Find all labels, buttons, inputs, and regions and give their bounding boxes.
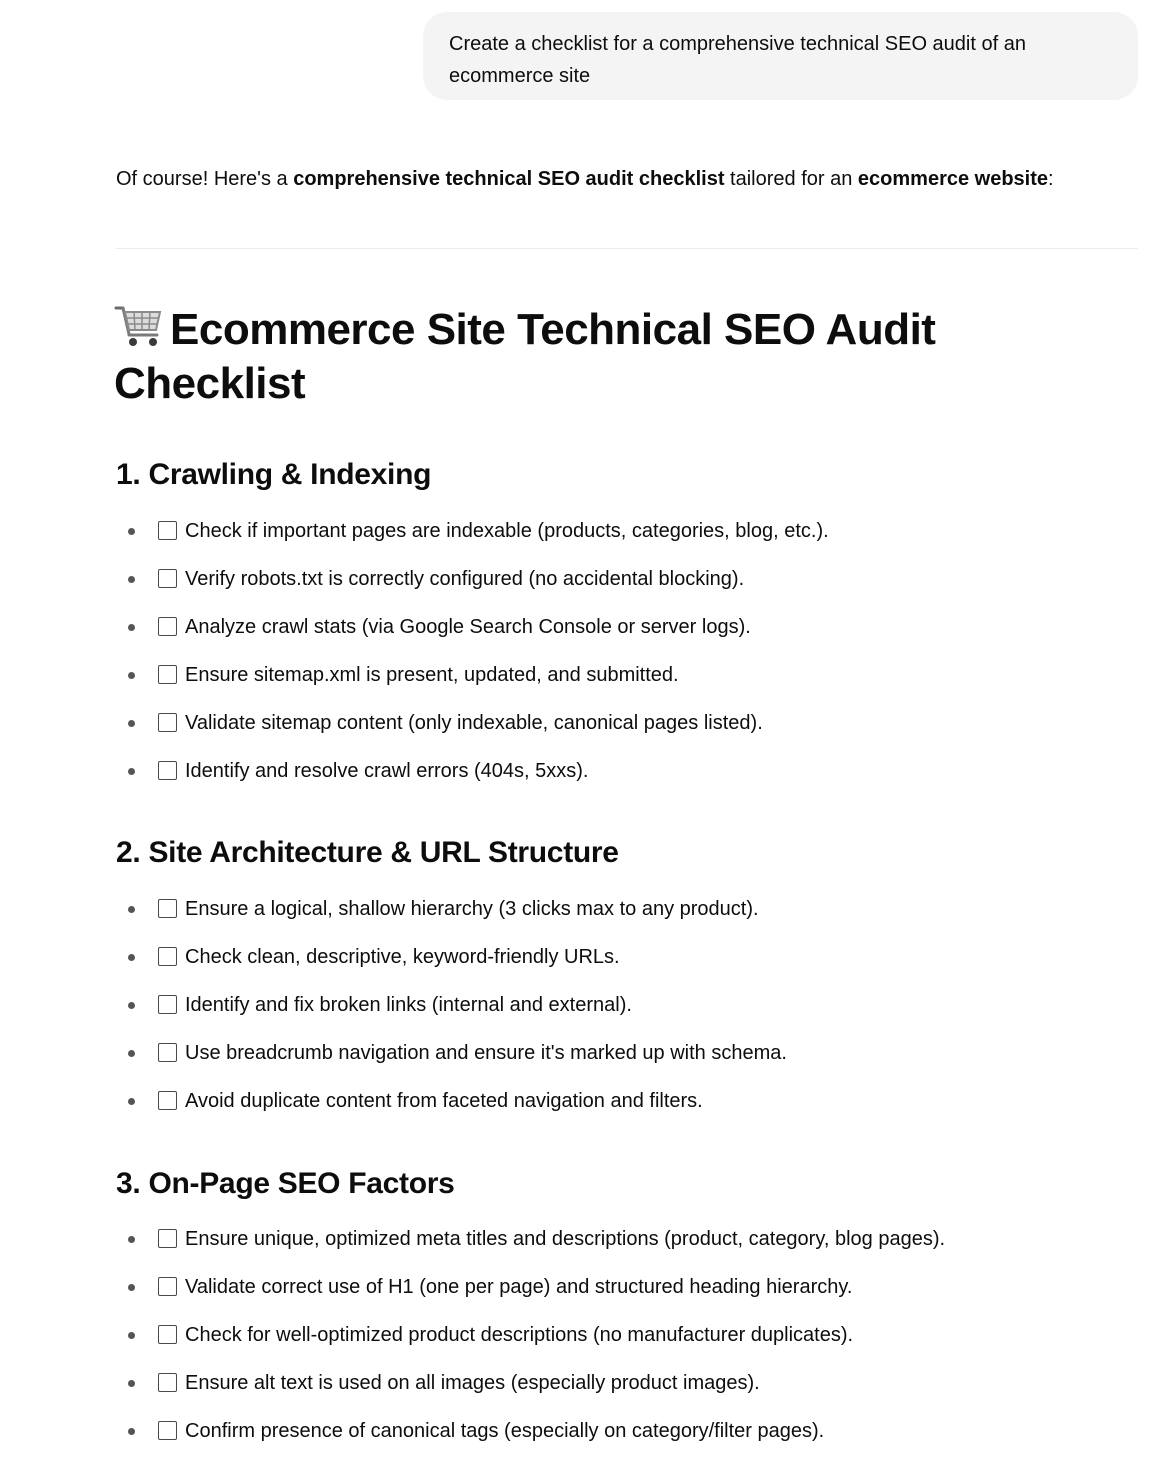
bullet-icon (128, 576, 135, 583)
page-title (114, 302, 1114, 411)
checkbox[interactable] (158, 947, 177, 966)
checkbox[interactable] (158, 1229, 177, 1248)
checkbox[interactable] (158, 569, 177, 588)
item-text: Validate sitemap content (only indexable, canonical pages listed). (185, 712, 763, 734)
list-item (116, 1223, 1136, 1271)
section-heading-onpage (116, 1164, 455, 1204)
bullet-icon (128, 906, 135, 913)
bullet-icon (128, 1002, 135, 1009)
item-text: Ensure unique, optimized meta titles and descriptions (product, category, blog pages). (185, 1228, 946, 1250)
list-item (116, 659, 1136, 707)
intro-bold-2: ecommerce website (857, 168, 1049, 190)
list-item (116, 1037, 1136, 1085)
item-text: Confirm presence of canonical tags (especially on category/filter pages). (185, 1420, 825, 1442)
intro-text-1: Of course! Here's a (116, 168, 294, 190)
list-item (116, 989, 1136, 1037)
list-item (116, 611, 1136, 659)
checklist-crawling (116, 515, 1136, 803)
bullet-icon (128, 768, 135, 775)
item-text: Validate correct use of H1 (one per page) and structured heading hierarchy. (185, 1276, 853, 1298)
item-text: Check clean, descriptive, keyword-friendly URLs. (185, 946, 620, 968)
section-title: On-Page SEO Factors (148, 1167, 455, 1200)
section-title: Site Architecture & URL Structure (148, 836, 619, 869)
intro-text-2: tailored for an (724, 168, 858, 190)
intro-bold-1: comprehensive technical SEO audit checklist (293, 168, 725, 190)
shopping-cart-icon (114, 302, 164, 348)
list-item (116, 515, 1136, 563)
intro-text-3: : (1048, 168, 1054, 190)
item-text: Ensure a logical, shallow hierarchy (3 clicks max to any product). (185, 898, 759, 920)
list-item (116, 563, 1136, 611)
checkbox[interactable] (158, 995, 177, 1014)
user-message-text: Create a checklist for a comprehensive technical SEO audit of an ecommerce site (449, 33, 1026, 87)
bullet-icon (128, 1050, 135, 1057)
item-text: Use breadcrumb navigation and ensure it's marked up with schema. (185, 1042, 787, 1064)
checkbox[interactable] (158, 1421, 177, 1440)
bullet-icon (128, 720, 135, 727)
item-text: Avoid duplicate content from faceted navigation and filters. (185, 1090, 703, 1112)
section-title: Crawling & Indexing (148, 458, 432, 491)
assistant-intro (116, 163, 1054, 195)
bullet-icon (128, 624, 135, 631)
item-text: Identify and resolve crawl errors (404s, 5xxs). (185, 760, 589, 782)
checklist-onpage (116, 1223, 1136, 1463)
list-item (116, 755, 1136, 803)
item-text: Ensure alt text is used on all images (especially product images). (185, 1372, 760, 1394)
item-text: Analyze crawl stats (via Google Search Console or server logs). (185, 616, 751, 638)
bullet-icon (128, 528, 135, 535)
list-item (116, 1367, 1136, 1415)
section-number: 2. (116, 836, 141, 869)
bullet-icon (128, 1332, 135, 1339)
bullet-icon (128, 1428, 135, 1435)
section-heading-crawling (116, 455, 431, 495)
bullet-icon (128, 1098, 135, 1105)
bullet-icon (128, 954, 135, 961)
checkbox[interactable] (158, 1325, 177, 1344)
section-number: 3. (116, 1167, 141, 1200)
item-text: Check if important pages are indexable (products, categories, blog, etc.). (185, 520, 829, 542)
list-item (116, 941, 1136, 989)
item-text: Ensure sitemap.xml is present, updated, and submitted. (185, 664, 679, 686)
bullet-icon (128, 1284, 135, 1291)
bullet-icon (128, 1380, 135, 1387)
checkbox[interactable] (158, 617, 177, 636)
checkbox[interactable] (158, 899, 177, 918)
checkbox[interactable] (158, 1373, 177, 1392)
checkbox[interactable] (158, 521, 177, 540)
bullet-icon (128, 672, 135, 679)
list-item (116, 707, 1136, 755)
section-heading-architecture (116, 833, 619, 873)
item-text: Verify robots.txt is correctly configured (no accidental blocking). (185, 568, 745, 590)
bullet-icon (128, 1236, 135, 1243)
item-text: Check for well-optimized product descriptions (no manufacturer duplicates). (185, 1324, 854, 1346)
checklist-architecture (116, 893, 1136, 1133)
page-title-text: Ecommerce Site Technical SEO Audit Checklist (114, 305, 936, 408)
user-message-bubble (423, 12, 1138, 100)
list-item (116, 1085, 1136, 1133)
list-item (116, 893, 1136, 941)
checkbox[interactable] (158, 713, 177, 732)
list-item (116, 1415, 1136, 1463)
checkbox[interactable] (158, 665, 177, 684)
item-text: Identify and fix broken links (internal and external). (185, 994, 632, 1016)
horizontal-divider (116, 248, 1138, 249)
checkbox[interactable] (158, 1043, 177, 1062)
list-item (116, 1319, 1136, 1367)
checkbox[interactable] (158, 761, 177, 780)
section-number: 1. (116, 458, 141, 491)
list-item (116, 1271, 1136, 1319)
checkbox[interactable] (158, 1091, 177, 1110)
checkbox[interactable] (158, 1277, 177, 1296)
